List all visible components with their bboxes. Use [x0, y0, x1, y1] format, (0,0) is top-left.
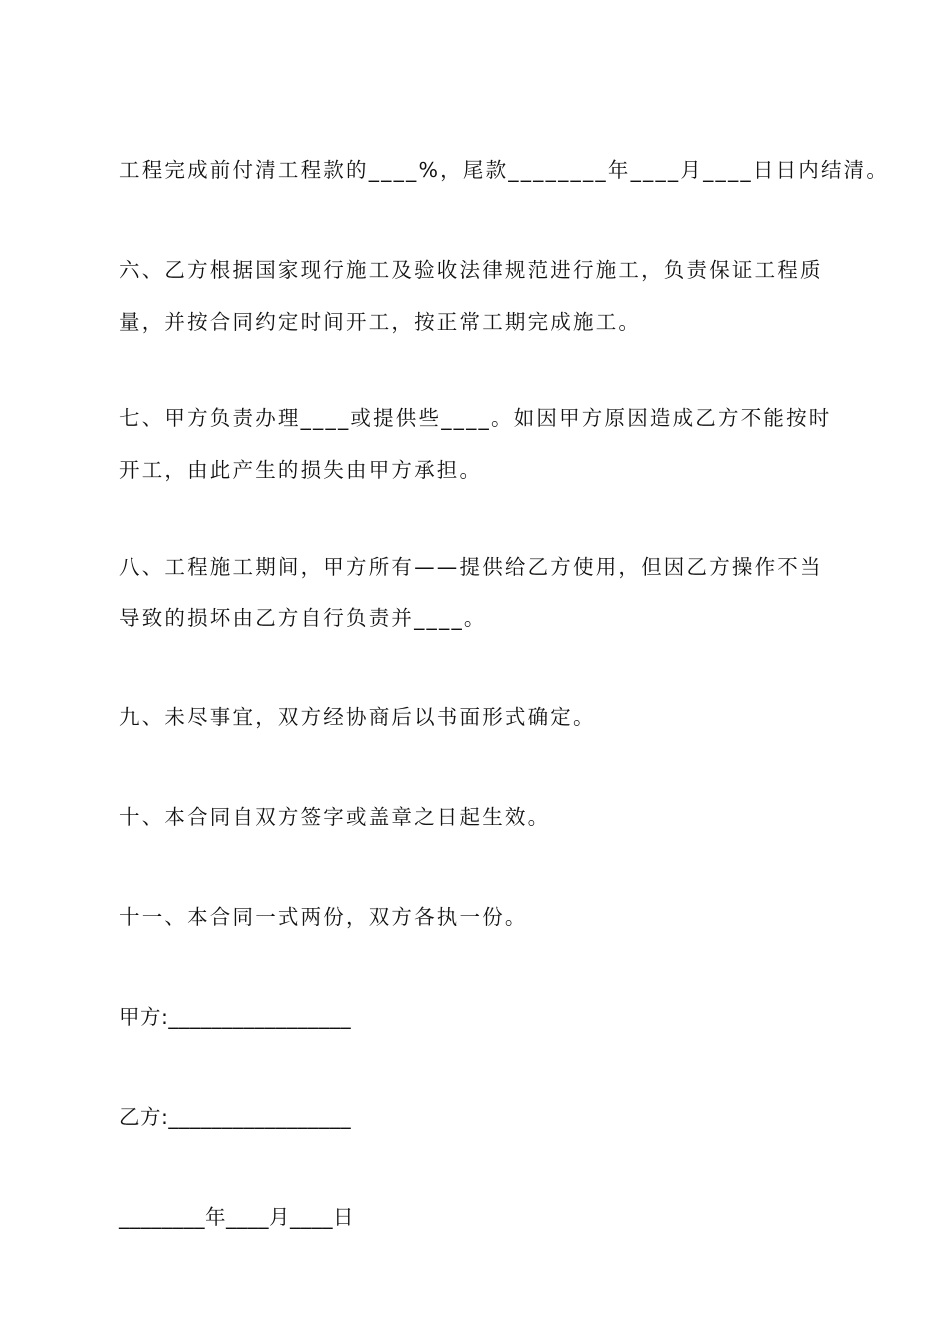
party-a-signature-line: 甲方:_________________	[119, 1005, 352, 1029]
clause-seven-line-2: 开工，由此产生的损失由甲方承担。	[119, 458, 483, 482]
clause-eight-line-1: 八、工程施工期间，甲方所有——提供给乙方使用，但因乙方操作不当	[119, 555, 823, 579]
clause-nine-line: 九、未尽事宜，双方经协商后以书面形式确定。	[119, 705, 596, 729]
clause-six-line-1: 六、乙方根据国家现行施工及验收法律规范进行施工，负责保证工程质	[119, 258, 823, 282]
party-b-signature-line: 乙方:_________________	[119, 1105, 352, 1129]
clause-six-line-2: 量，并按合同约定时间开工，按正常工期完成施工。	[119, 310, 642, 334]
clause-seven-line-1: 七、甲方负责办理____或提供些____。如因甲方原因造成乙方不能按时	[119, 406, 832, 430]
payment-terms-line: 工程完成前付清工程款的____%，尾款________年____月____日日内结清。	[119, 158, 890, 182]
clause-eight-line-2: 导致的损坏由乙方自行负责并____。	[119, 606, 487, 630]
clause-eleven-line: 十一、本合同一式两份，双方各执一份。	[119, 905, 528, 929]
clause-ten-line: 十、本合同自双方签字或盖章之日起生效。	[119, 805, 551, 829]
date-line: ________年____月____日	[119, 1205, 354, 1229]
